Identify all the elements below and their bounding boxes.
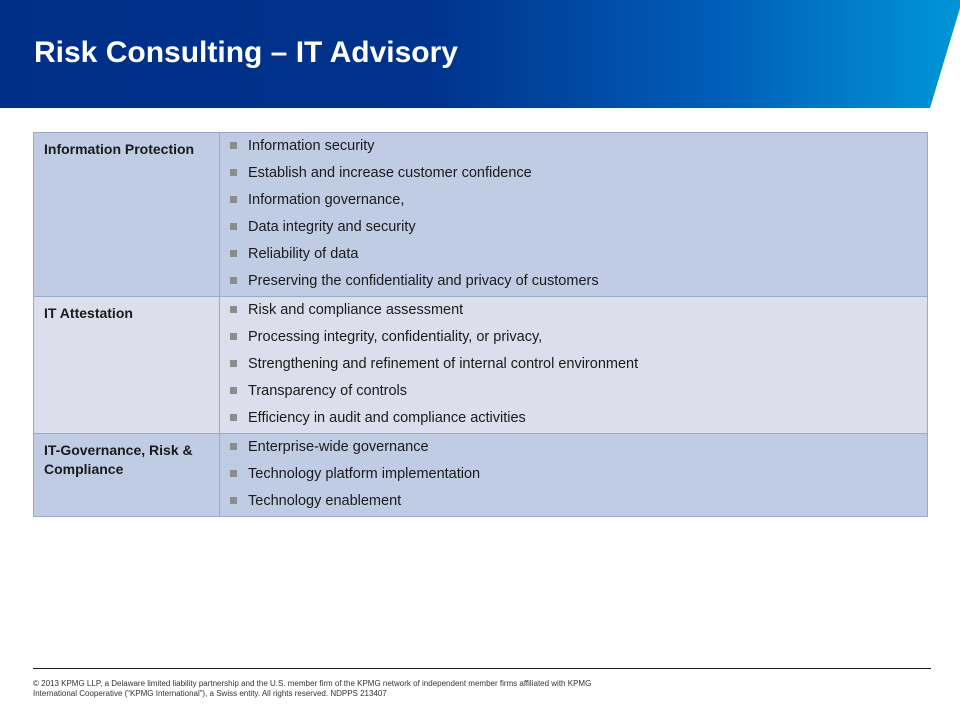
bullet-square-icon: [230, 443, 237, 450]
page-title: Risk Consulting – IT Advisory: [34, 36, 458, 69]
bullet-square-icon: [230, 196, 237, 203]
list-item-text: Establish and increase customer confidence: [248, 165, 532, 181]
bullet-square-icon: [230, 223, 237, 230]
list-item-text: Strengthening and refinement of internal control environment: [248, 356, 639, 372]
list-item-text: Technology platform implementation: [248, 466, 481, 482]
list-item-text: Data integrity and security: [248, 219, 416, 235]
list-item: [230, 328, 919, 346]
bullet-square-icon: [230, 360, 237, 367]
row-category: IT-Governance, Risk & Compliance: [34, 434, 220, 517]
bullet-square-icon: [230, 333, 237, 340]
bullet-square-icon: [230, 169, 237, 176]
list-item-text: Technology enablement: [248, 493, 402, 509]
table-row: [34, 434, 928, 517]
bullet-square-icon: [230, 142, 237, 149]
list-item: [230, 382, 919, 400]
list-item: [230, 465, 919, 483]
bullet-square-icon: [230, 414, 237, 421]
list-item-text: Enterprise-wide governance: [248, 439, 429, 455]
list-item: [230, 301, 919, 319]
table-row: [34, 133, 928, 297]
list-item: [230, 191, 919, 209]
header-banner: [0, 0, 960, 108]
list-item-text: Information governance,: [248, 192, 405, 208]
bullet-list: [230, 438, 919, 510]
bullet-list: [230, 301, 919, 427]
bullet-list: [230, 137, 919, 290]
row-items: [220, 297, 928, 434]
list-item: [230, 245, 919, 263]
list-item-text: Preserving the confidentiality and privacy of customers: [248, 273, 599, 289]
row-items: [220, 434, 928, 517]
list-item-text: Efficiency in audit and compliance activities: [248, 410, 526, 426]
list-item-text: Information security: [248, 138, 375, 154]
row-category: Information Protection: [34, 133, 220, 297]
list-item: [230, 137, 919, 155]
bullet-square-icon: [230, 470, 237, 477]
list-item-text: Transparency of controls: [248, 383, 408, 399]
bullet-square-icon: [230, 497, 237, 504]
bullet-square-icon: [230, 277, 237, 284]
row-category: IT Attestation: [34, 297, 220, 434]
bullet-square-icon: [230, 250, 237, 257]
list-item: [230, 355, 919, 373]
list-item-text: Risk and compliance assessment: [248, 302, 464, 318]
advisory-table-grid: [33, 132, 928, 517]
list-item: [230, 218, 919, 236]
footer-copyright: [33, 679, 733, 699]
footer-line-2: International Cooperative (“KPMG International”), a Swiss entity. All rights reserved. NDPPS 213407: [33, 689, 387, 698]
row-items: [220, 133, 928, 297]
list-item: [230, 272, 919, 290]
list-item-text: Reliability of data: [248, 246, 359, 262]
list-item: [230, 492, 919, 510]
table-row: [34, 297, 928, 434]
footer-divider: [33, 668, 931, 669]
list-item: [230, 409, 919, 427]
bullet-square-icon: [230, 387, 237, 394]
list-item: [230, 438, 919, 456]
footer-line-1: © 2013 KPMG LLP, a Delaware limited liability partnership and the U.S. member firm of the KPMG network of independent member firms affiliated with KPMG: [33, 679, 592, 688]
bullet-square-icon: [230, 306, 237, 313]
advisory-table: [33, 132, 927, 517]
list-item: [230, 164, 919, 182]
list-item-text: Processing integrity, confidentiality, or privacy,: [248, 329, 543, 345]
